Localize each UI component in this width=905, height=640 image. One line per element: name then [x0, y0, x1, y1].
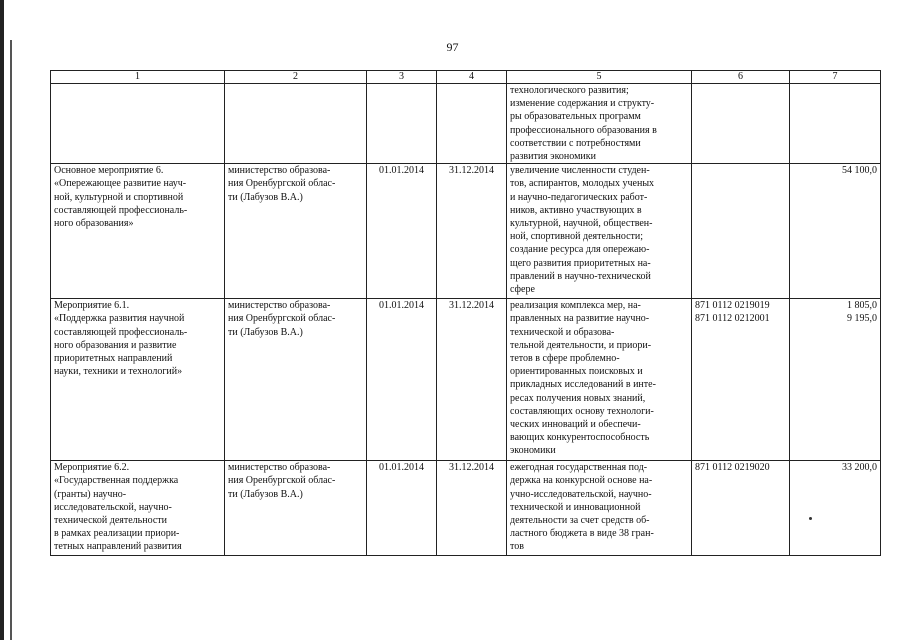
- budget-code-cell: 871 0112 0219019 871 0112 0212001: [692, 299, 790, 461]
- scan-edge-bar: [0, 0, 4, 640]
- activity-name-cell: Мероприятие 6.1. «Поддержка развития научной составляющей профессиональ- ного образования и развитие приоритетных направлений науки, техники и технологий»: [51, 299, 225, 461]
- activity-name-cell: [51, 84, 225, 164]
- column-header-1: 1: [51, 71, 225, 84]
- start-date-cell: [367, 84, 437, 164]
- start-date-cell: 01.01.2014: [367, 164, 437, 299]
- amount-cell: 33 200,0: [790, 461, 881, 556]
- responsible-cell: министерство образова- ния Оренбургской облас- ти (Лабузов В.А.): [225, 164, 367, 299]
- table-header-row: [51, 71, 881, 84]
- column-header-5: 5: [507, 71, 692, 84]
- end-date-cell: 31.12.2014: [437, 299, 507, 461]
- column-header-6: 6: [692, 71, 790, 84]
- budget-code-cell: [692, 84, 790, 164]
- budget-code-cell: 871 0112 0219020: [692, 461, 790, 556]
- table-row: [51, 299, 881, 461]
- responsible-cell: [225, 84, 367, 164]
- table-row: [51, 461, 881, 556]
- amount-cell: 1 805,0 9 195,0: [790, 299, 881, 461]
- end-date-cell: 31.12.2014: [437, 461, 507, 556]
- scan-speck: [809, 517, 812, 520]
- amount-cell: [790, 84, 881, 164]
- table-row: [51, 164, 881, 299]
- column-header-2: 2: [225, 71, 367, 84]
- table-row: [51, 84, 881, 164]
- scan-margin-line: [10, 40, 12, 640]
- expected-result-cell: технологического развития; изменение содержания и структу- ры образовательных программ профессионального образования в соответствии с потребностями развития экономики: [507, 84, 692, 164]
- column-header-4: 4: [437, 71, 507, 84]
- responsible-cell: министерство образова- ния Оренбургской облас- ти (Лабузов В.А.): [225, 461, 367, 556]
- start-date-cell: 01.01.2014: [367, 299, 437, 461]
- expected-result-cell: ежегодная государственная под- держка на конкурсной основе на- учно-исследовательской, научно- технической и инновационной деятельности за счет средств об- ластного бюджета в виде 38 гран- тов: [507, 461, 692, 556]
- expected-result-cell: увеличение численности студен- тов, аспирантов, молодых ученых и научно-педагогических работ- ников, активно участвующих в культурной, научной, обществен- ной, спортивной деятельности; создание ресурса для опережаю- щего развития приоритетных на- правлений в научно-технической сфере: [507, 164, 692, 299]
- amount-cell: 54 100,0: [790, 164, 881, 299]
- activities-table: [50, 70, 881, 556]
- page-number: 97: [446, 40, 459, 54]
- column-header-7: 7: [790, 71, 881, 84]
- budget-code-cell: [692, 164, 790, 299]
- expected-result-cell: реализация комплекса мер, на- правленных на развитие научно- технической и образова- тельной деятельности, и приори- тетов в сфере проблемно- ориентированных поисковых и прикладных исследований в инте- ресах получения новых знаний, составляющих основу технологи- ческих инноваций и обеспечи- вающих конкурентоспособность экономики: [507, 299, 692, 461]
- end-date-cell: [437, 84, 507, 164]
- end-date-cell: 31.12.2014: [437, 164, 507, 299]
- activity-name-cell: Мероприятие 6.2. «Государственная поддержка (гранты) научно- исследовательской, научно- технической деятельности в рамках реализации приори- тетных направлений развития: [51, 461, 225, 556]
- responsible-cell: министерство образова- ния Оренбургской облас- ти (Лабузов В.А.): [225, 299, 367, 461]
- column-header-3: 3: [367, 71, 437, 84]
- start-date-cell: 01.01.2014: [367, 461, 437, 556]
- activity-name-cell: Основное мероприятие 6. «Опережающее развитие науч- ной, культурной и спортивной составляющей профессиональ- ного образования»: [51, 164, 225, 299]
